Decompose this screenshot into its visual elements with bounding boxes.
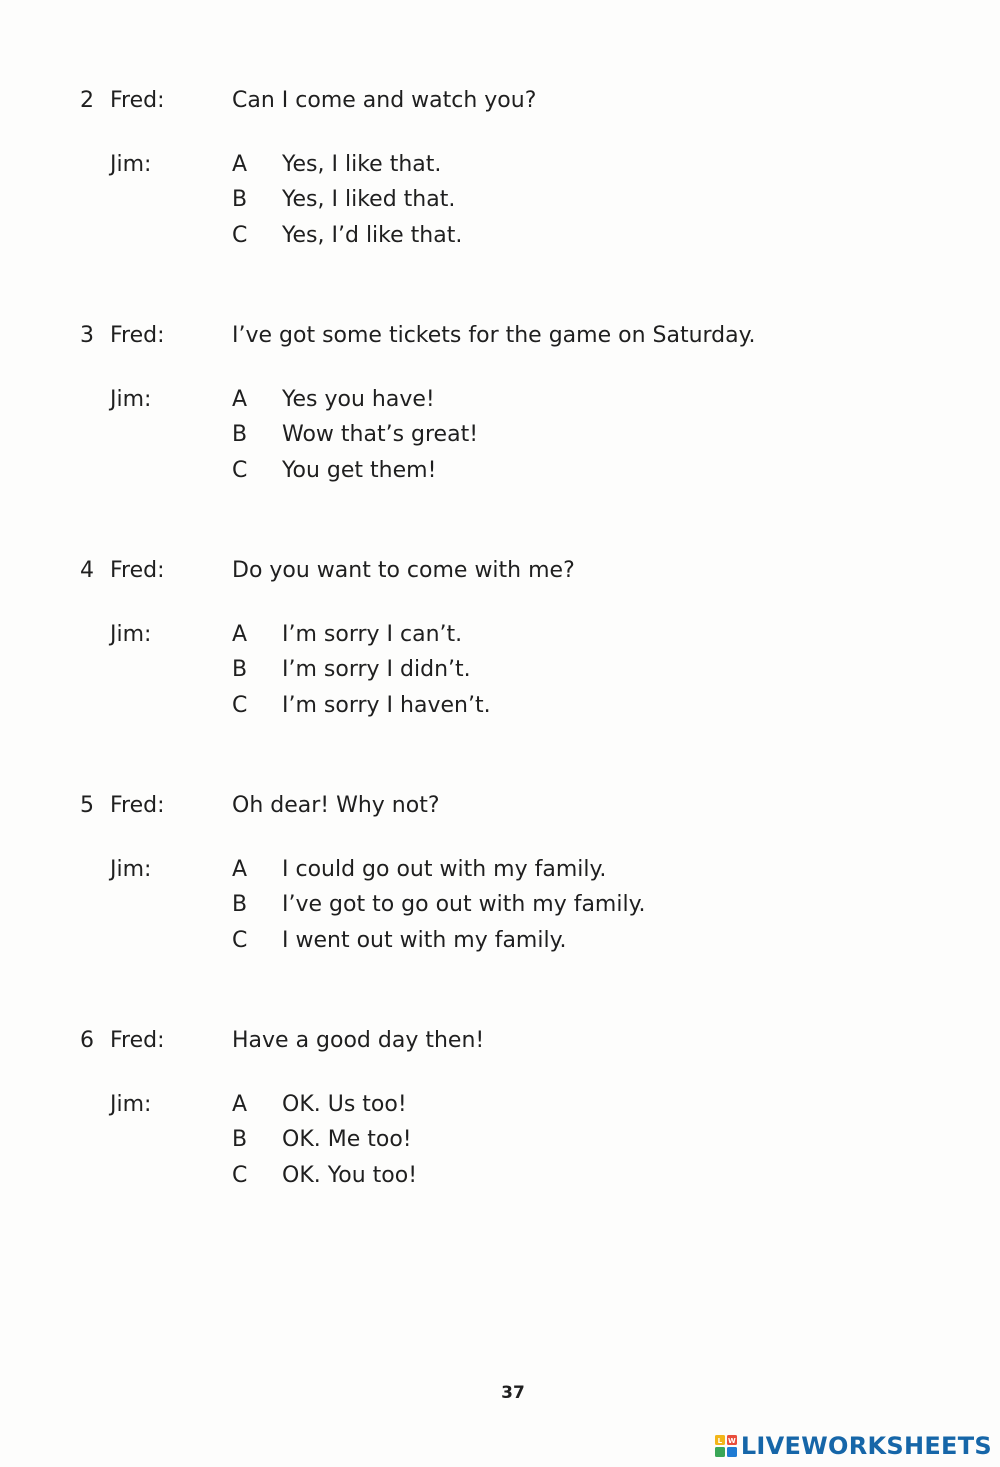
speaker-jim: Jim: [110, 622, 152, 647]
speaker-fred: Fred: [110, 793, 165, 818]
option-text: Yes, I liked that. [282, 187, 456, 212]
option-text: I’m sorry I didn’t. [282, 657, 471, 682]
question-2 [0, 86, 1000, 266]
question-prompt: Oh dear! Why not? [232, 793, 440, 818]
option-text: Wow that’s great! [282, 422, 479, 447]
option-letter: A [232, 1092, 248, 1117]
question-number: 3 [80, 323, 94, 348]
liveworksheets-logo-icon [715, 1435, 737, 1457]
speaker-jim: Jim: [110, 387, 152, 412]
option-text: I’m sorry I haven’t. [282, 693, 491, 718]
speaker-jim: Jim: [110, 857, 152, 882]
option-letter: C [232, 223, 248, 248]
brand-name: LIVEWORKSHEETS [740, 1432, 992, 1460]
option-text: Yes, I like that. [282, 152, 442, 177]
option-text: OK. Me too! [282, 1127, 412, 1152]
option-letter: B [232, 657, 248, 682]
speaker-fred: Fred: [110, 1028, 165, 1053]
question-prompt: Have a good day then! [232, 1028, 485, 1053]
question-6 [0, 1026, 1000, 1206]
question-number: 2 [80, 88, 94, 113]
option-c[interactable] [232, 456, 436, 486]
svg-text:L: L [717, 1437, 723, 1445]
option-letter: A [232, 152, 248, 177]
question-5 [0, 791, 1000, 971]
option-letter: C [232, 458, 248, 483]
speaker-fred: Fred: [110, 558, 165, 583]
option-c[interactable] [232, 691, 491, 721]
option-a[interactable] [232, 150, 441, 180]
option-letter: A [232, 387, 248, 412]
question-4 [0, 556, 1000, 736]
option-c[interactable] [232, 926, 566, 956]
question-number: 5 [80, 793, 94, 818]
speaker-fred: Fred: [110, 88, 165, 113]
option-b[interactable] [232, 185, 455, 215]
option-text: OK. Us too! [282, 1092, 407, 1117]
question-number: 6 [80, 1028, 94, 1053]
option-c[interactable] [232, 1161, 417, 1191]
option-letter: B [232, 892, 248, 917]
option-c[interactable] [232, 221, 462, 251]
question-number: 4 [80, 558, 94, 583]
option-letter: B [232, 1127, 248, 1152]
option-letter: A [232, 622, 248, 647]
speaker-jim: Jim: [110, 1092, 152, 1117]
option-text: Yes, I’d like that. [282, 223, 463, 248]
option-a[interactable] [232, 1090, 407, 1120]
option-letter: C [232, 693, 248, 718]
option-a[interactable] [232, 855, 606, 885]
liveworksheets-brand[interactable] [715, 1431, 992, 1461]
speaker-jim: Jim: [110, 152, 152, 177]
page-number: 37 [501, 1383, 525, 1403]
option-b[interactable] [232, 655, 471, 685]
option-a[interactable] [232, 385, 435, 415]
option-letter: C [232, 928, 248, 953]
svg-text:W: W [727, 1437, 736, 1445]
option-letter: B [232, 422, 248, 447]
question-prompt: Can I come and watch you? [232, 88, 537, 113]
question-prompt: Do you want to come with me? [232, 558, 575, 583]
option-b[interactable] [232, 420, 478, 450]
option-letter: B [232, 187, 248, 212]
speaker-fred: Fred: [110, 323, 165, 348]
option-b[interactable] [232, 890, 645, 920]
option-letter: C [232, 1163, 248, 1188]
question-prompt: I’ve got some tickets for the game on Saturday. [232, 323, 756, 348]
option-text: I went out with my family. [282, 928, 567, 953]
option-a[interactable] [232, 620, 462, 650]
question-3 [0, 321, 1000, 501]
option-letter: A [232, 857, 248, 882]
option-text: I’ve got to go out with my family. [282, 892, 646, 917]
option-text: You get them! [282, 458, 437, 483]
option-text: I could go out with my family. [282, 857, 607, 882]
option-text: I’m sorry I can’t. [282, 622, 463, 647]
option-text: OK. You too! [282, 1163, 418, 1188]
option-text: Yes you have! [282, 387, 435, 412]
option-b[interactable] [232, 1125, 412, 1155]
